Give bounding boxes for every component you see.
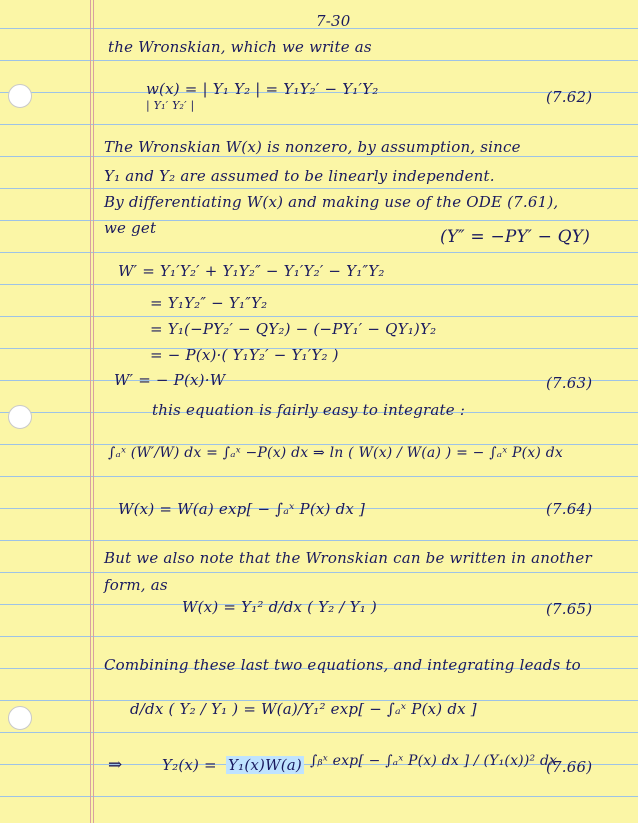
equation-number: (7.66): [546, 758, 593, 776]
equation-number: (7.64): [546, 500, 593, 518]
margin-line-right: [93, 0, 94, 823]
text-line: By differentiating W(x) and making use of the ODE (7.61),: [104, 193, 559, 211]
binder-hole-bottom: [8, 706, 32, 730]
equation-derivation-step: = Y₁(−PY₂′ − QY₂) − (−PY₁′ − QY₁)Y₂: [150, 320, 437, 338]
equation-wronskian-abel: W(x) = W(a) exp[ − ∫ₐˣ P(x) dx ]: [118, 500, 366, 518]
ode-reminder: (Y″ = −PY′ − QY): [440, 227, 591, 247]
equation-ratio-derivative: d/dx ( Y₂ / Y₁ ) = W(a)/Y₁² exp[ − ∫ₐˣ P(x) dx ]: [130, 700, 477, 718]
implies-arrow: ⇒: [108, 755, 123, 775]
page-number: 7-30: [316, 12, 351, 30]
equation-integration: ∫ₐˣ (W′/W) dx = ∫ₐˣ −P(x) dx ⇒ ln ( W(x) / W(a) ) = − ∫ₐˣ P(x) dx: [108, 445, 563, 461]
equation-number: (7.65): [546, 600, 593, 618]
highlighted-term: Y₁(x)W(a): [228, 756, 302, 774]
equation-derivation-step: W′ = Y₁′Y₂′ + Y₁Y₂″ − Y₁′Y₂′ − Y₁″Y₂: [118, 262, 385, 280]
equation-wronskian-det-row2: | Y₁′ Y₂′ |: [146, 99, 195, 112]
text-line: the Wronskian, which we write as: [108, 38, 372, 56]
equation-number: (7.62): [546, 88, 593, 106]
margin-line-left: [90, 0, 91, 823]
binder-hole-middle: [8, 405, 32, 429]
text-line: But we also note that the Wronskian can be written in another: [104, 549, 592, 567]
equation-second-solution-lhs: Y₂(x) =: [162, 756, 217, 774]
binder-hole-top: [8, 84, 32, 108]
text-line: this equation is fairly easy to integrate :: [152, 401, 466, 419]
equation-wronskian-def: w(x) = | Y₁ Y₂ | = Y₁Y₂′ − Y₁′Y₂: [146, 80, 379, 98]
equation-number: (7.63): [546, 374, 593, 392]
text-line: form, as: [104, 576, 168, 594]
text-line: Combining these last two equations, and integrating leads to: [104, 656, 581, 674]
equation-derivation-result: W′ = − P(x)·W: [114, 371, 226, 389]
equation-wronskian-alt: W(x) = Y₁² d/dx ( Y₂ / Y₁ ): [182, 598, 377, 616]
text-line: The Wronskian W(x) is nonzero, by assumption, since: [104, 138, 521, 156]
text-line: Y₁ and Y₂ are assumed to be linearly independent.: [104, 167, 495, 185]
equation-derivation-step: = Y₁Y₂″ − Y₁″Y₂: [150, 294, 268, 312]
text-line: we get: [104, 219, 157, 237]
equation-derivation-step: = − P(x)·( Y₁Y₂′ − Y₁′Y₂ ): [150, 346, 339, 364]
equation-second-solution-rhs: ∫ᵦˣ exp[ − ∫ₐˣ P(x) dx ] / (Y₁(x))² dx: [310, 753, 558, 769]
